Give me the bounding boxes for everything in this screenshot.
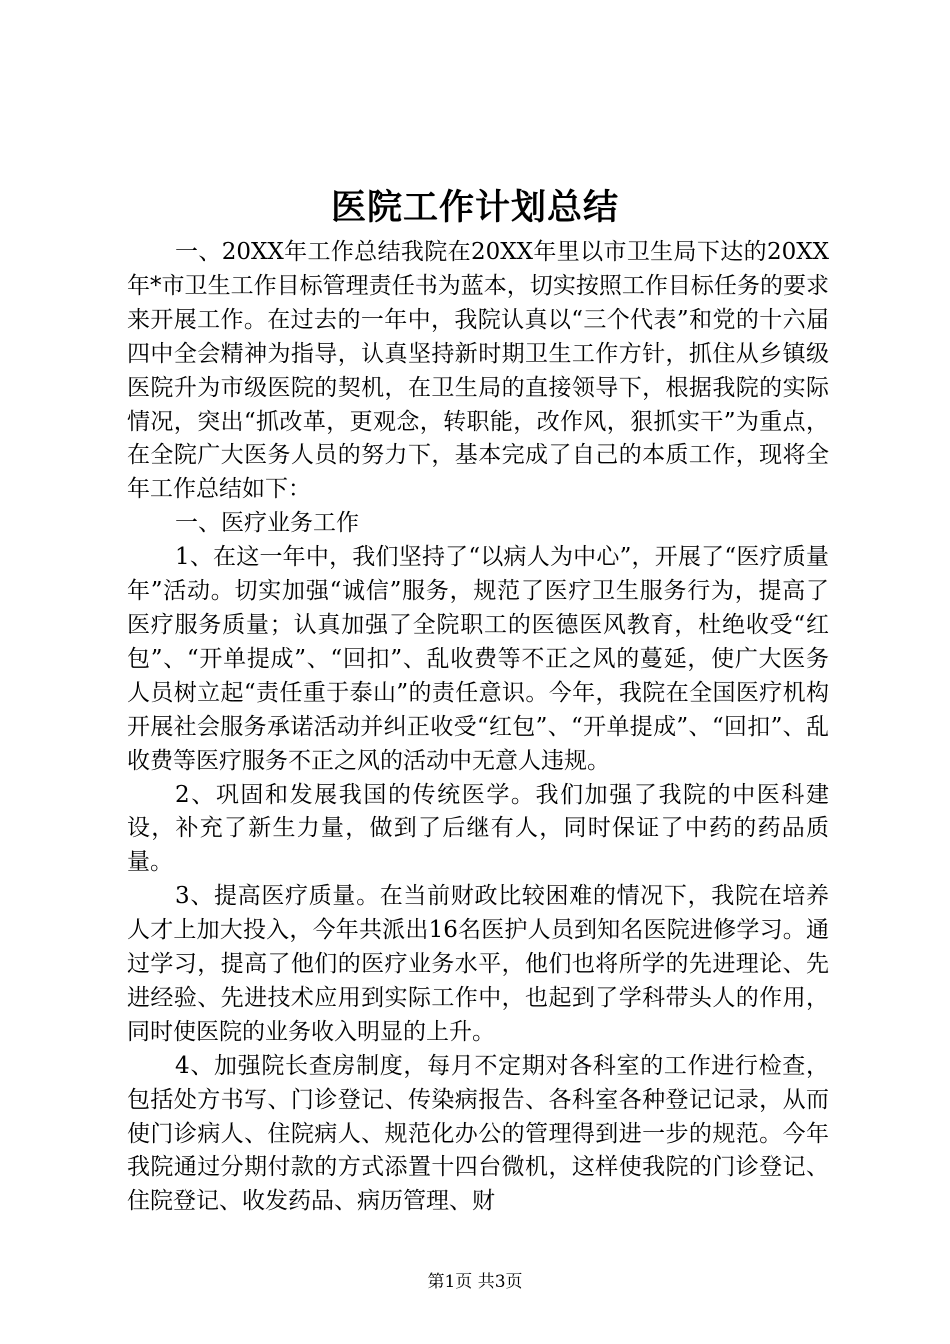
- document-title: 医院工作计划总结: [330, 187, 619, 228]
- paragraph-item-3: 3、提高医疗质量。在当前财政比较困难的情况下，我院在培养人才上加大投入，今年共派出16名医护人员到知名医院进修学习。通过学习，提高了他们的医疗业务水平，他们也将所学的先进理论、先进经验、先进技术应用到实际工作中，也起到了学科带头人的作用，同时使医院的业务收入明显的上升。: [127, 883, 829, 1045]
- document-body: [127, 236, 829, 1219]
- paragraph-item-4: 4、加强院长查房制度，每月不定期对各科室的工作进行检查，包括处方书写、门诊登记、传染病报告、各科室各种登记记录，从而使门诊病人、住院病人、规范化办公的管理得到进一步的规范。今年我院通过分期付款的方式添置十四台微机，这样使我院的门诊登记、住院登记、收发药品、病历管理、财: [127, 1052, 829, 1215]
- paragraph-item-2: 2、巩固和发展我国的传统医学。我们加强了我院的中医科建设，补充了新生力量，做到了后继有人，同时保证了中药的药品质量。: [127, 781, 829, 876]
- page-footer: 第1页 共3页: [427, 1272, 523, 1292]
- paragraph-item-1: 1、在这一年中，我们坚持了“以病人为中心”，开展了“医疗质量年”活动。切实加强“诚信”服务，规范了医疗卫生服务行为，提高了医疗服务质量；认真加强了全院职工的医德医风教育，杜绝收受“红包”、“开单提成”、“回扣”、乱收费等不正之风的蔓延，使广大医务人员树立起“责任重于泰山”的责任意识。今年，我院在全国医疗机构开展社会服务承诺活动并纠正收受“红包”、“开单提成”、“回扣”、乱收费等医疗服务不正之风的活动中无意人违规。: [127, 544, 829, 774]
- paragraph-intro-summary: 一、20XX年工作总结我院在20XX年里以市卫生局下达的20XX年*市卫生工作目标管理责任书为蓝本，切实按照工作目标任务的要求来开展工作。在过去的一年中，我院认真以“三个代表”和党的十六届四中全会精神为指导，认真坚持新时期卫生工作方针，抓住从乡镇级医院升为市级医院的契机，在卫生局的直接领导下，根据我院的实际情况，突出“抓改革，更观念，转职能，改作风，狠抓实干”为重点，在全院广大医务人员的努力下，基本完成了自己的本质工作，现将全年工作总结如下：: [127, 239, 829, 503]
- section-heading-medical-work: 一、医疗业务工作: [175, 510, 359, 537]
